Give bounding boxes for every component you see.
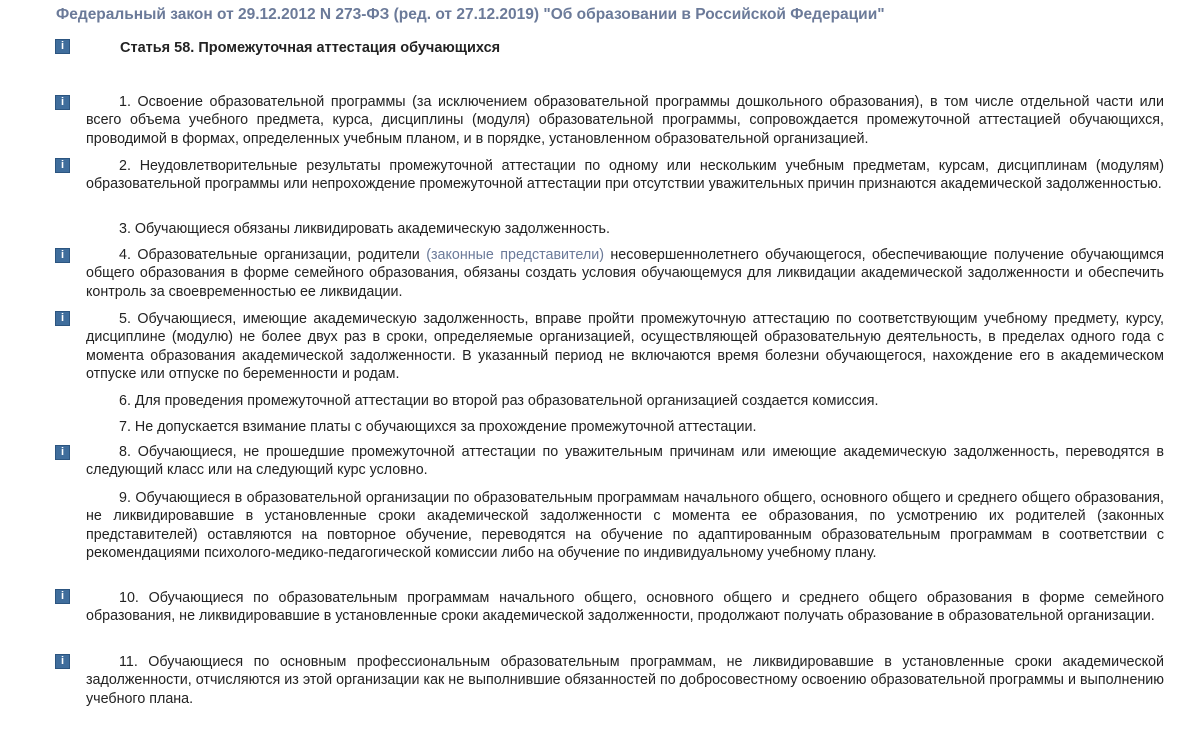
paragraph-2: 2. Неудовлетворительные результаты промежуточной аттестации по одному или нескольким учебным предметам, курсам, дисциплинам (модулям) образовательной программы или непрохождение промежуточной аттестации при отсутствии уважительных причин признаются академической задолженностью. (86, 158, 1164, 193)
info-icon[interactable]: i (55, 445, 70, 460)
paragraph-7: 7. Не допускается взимание платы с обучающихся за прохождение промежуточной аттестации. (119, 419, 757, 435)
paragraph-4 (86, 246, 1164, 301)
info-icon[interactable]: i (55, 589, 70, 604)
info-icon[interactable]: i (55, 311, 70, 326)
paragraph-9: 9. Обучающиеся в образовательной организации по образовательным программам начального общего, основного общего и среднего общего образования, не ликвидировавшие в установленные сроки академической задолженности с момента ее образования, по усмотрению их родителей (законных представителей) оставляются на повторное обучение, переводятся на обучение по адаптированным образовательным программам в соответствии с рекомендациями психолого-медико-педагогической комиссии либо на обучение по индивидуальному учебному плану. (86, 490, 1164, 561)
paragraph-3: 3. Обучающиеся обязаны ликвидировать академическую задолженность. (119, 221, 610, 237)
paragraph-11: 11. Обучающиеся по основным профессиональным образовательным программам, не ликвидировавшие в установленные сроки академической задолженности, отчисляются из этой организации как не выполнившие обязанностей по добросовестному освоению образовательной программы и выполнению учебного плана. (86, 654, 1164, 707)
paragraph-5: 5. Обучающиеся, имеющие академическую задолженность, вправе пройти промежуточную аттестацию по соответствующим учебному предмету, курсу, дисциплине (модулю) не более двух раз в сроки, определяемые организацией, осуществляющей образовательную деятельность, в пределах одного года с момента образования академической задолженности. В указанный период не включаются время болезни обучающегося, нахождение его в академическом отпуске или отпуске по беременности и родам. (86, 311, 1164, 382)
paragraph-6: 6. Для проведения промежуточной аттестации во второй раз образовательной организацией создается комиссия. (119, 393, 879, 409)
paragraph-1: 1. Освоение образовательной программы (за исключением образовательной программы дошкольного образования), в том числе отдельной части или всего объема учебного предмета, курса, дисциплины (модуля) образовательной программы, сопровождается промежуточной аттестацией обучающихся, проводимой в формах, определенных учебным планом, и в порядке, установленном образовательной организацией. (86, 94, 1164, 147)
paragraph-4-text-after: несовершеннолетнего обучающегося, обеспечивающие получение обучающимся общего образования в форме семейного образования, обязаны создать условия обучающемуся для ликвидации академической задолженности и обеспечить контроль за своевременностью ее ликвидации. (86, 247, 1164, 300)
legal-representatives-link[interactable]: (законные представители) (426, 247, 604, 263)
info-icon[interactable]: i (55, 654, 70, 669)
info-icon[interactable]: i (55, 158, 70, 173)
paragraph-8: 8. Обучающиеся, не прошедшие промежуточной аттестации по уважительным причинам или имеющие академическую задолженность, переводятся в следующий класс или на следующий курс условно. (86, 444, 1164, 479)
document-title: Федеральный закон от 29.12.2012 N 273-ФЗ (ред. от 27.12.2019) "Об образовании в Российской Федерации" (56, 6, 885, 23)
paragraph-4-text-before: 4. Образовательные организации, родители (119, 247, 427, 263)
paragraph-10: 10. Обучающиеся по образовательным программам начального общего, основного общего и среднего общего образования в форме семейного образования, не ликвидировавшие в установленные сроки академической задолженности, продолжают получать образование в образовательной организации. (86, 590, 1164, 625)
info-icon[interactable]: i (55, 39, 70, 54)
article-title: Статья 58. Промежуточная аттестация обучающихся (120, 40, 501, 56)
info-icon[interactable]: i (55, 248, 70, 263)
info-icon[interactable]: i (55, 95, 70, 110)
